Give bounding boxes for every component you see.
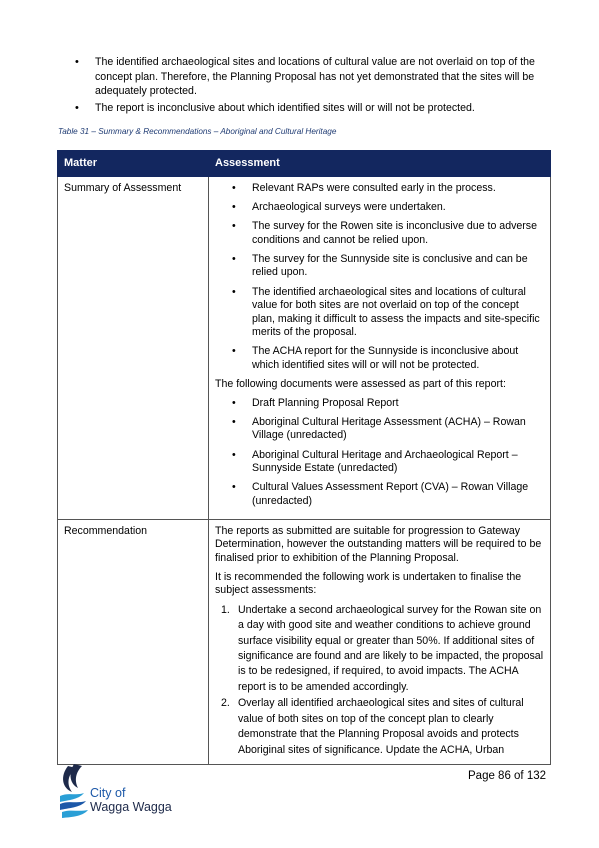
item-number: 2. xyxy=(221,697,230,710)
city-logo-text xyxy=(90,786,172,814)
item-text: Undertake a second archaeological survey for the Rowan site on a day with good site and weather conditions to achieve ground surface visibility equal or greater than 50%. If additional sites of significance are found and are likely to be impacted, the proposal is to be redesigned, if required, to avoid impacts. The ACHA report is to be amended accordingly. xyxy=(238,603,544,693)
item-number: 1. xyxy=(221,603,230,616)
documents-list xyxy=(215,397,544,509)
assessment-cell xyxy=(209,177,551,520)
recommendation-paragraph: The reports as submitted are suitable for progression to Gateway Determination, however the outstanding matters will be required to be finalised prior to exhibition of the Planning Proposal. xyxy=(215,524,542,565)
list-item: • The survey for the Rowen site is inconclusive due to adverse conditions and cannot be relied upon. xyxy=(215,220,544,247)
header-assessment: Assessment xyxy=(209,151,551,177)
list-item: • Relevant RAPs were consulted early in the process. xyxy=(215,182,544,196)
page-number: Page 86 of 132 xyxy=(468,770,547,782)
list-item: • The identified archaeological sites and locations of cultural value for both sites are not overlaid on top of the concept plan, making it difficult to assess the impacts and site-specific merits of the proposal. xyxy=(215,286,544,340)
intro-bullet: • The identified archaeological sites and locations of cultural value are not overlaid on top of the concept plan. Therefore, the Planning Proposal has not yet demonstrated that the sites will be adequately protected. xyxy=(58,55,548,99)
table-header-row xyxy=(58,151,551,177)
list-item: • Draft Planning Proposal Report xyxy=(215,397,544,411)
list-item: • The ACHA report for the Sunnyside is inconclusive about which identified sites will or will not be protected. xyxy=(215,345,544,372)
logo-line-2: Wagga Wagga xyxy=(90,800,172,814)
list-item: • Aboriginal Cultural Heritage Assessment (ACHA) – Rowan Village (unredacted) xyxy=(215,416,544,443)
list-item: • Aboriginal Cultural Heritage and Archaeological Report – Sunnyside Estate (unredacted) xyxy=(215,449,544,476)
matter-cell: Summary of Assessment xyxy=(58,177,209,520)
list-item: • The survey for the Sunnyside site is conclusive and can be relied upon. xyxy=(215,253,544,280)
summary-bullet-list xyxy=(215,182,544,373)
documents-intro: The following documents were assessed as part of this report: xyxy=(215,378,506,391)
table-row xyxy=(58,519,551,764)
intro-bullet: • The report is inconclusive about which identified sites will or will not be protected. xyxy=(58,101,548,116)
list-item: • Cultural Values Assessment Report (CVA) – Rowan Village (unredacted) xyxy=(215,481,544,508)
header-matter: Matter xyxy=(58,151,209,177)
intro-section xyxy=(58,55,548,117)
recommendation-list xyxy=(215,603,544,758)
matter-cell: Recommendation xyxy=(58,519,209,764)
assessment-cell xyxy=(209,519,551,764)
recommendation-paragraph: It is recommended the following work is undertaken to finalise the subject assessments: xyxy=(215,570,522,597)
summary-table xyxy=(57,150,551,765)
logo-line-1: City of xyxy=(90,786,126,800)
table-row xyxy=(58,177,551,520)
list-item: • Archaeological surveys were undertaken. xyxy=(215,201,544,215)
item-text: Overlay all identified archaeological sites and sites of cultural value of both sites on top of the concept plan to clearly demonstrate that the Planning Proposal avoids and protects Aboriginal sites of significance. Update the ACHA, Urban xyxy=(238,697,524,756)
table-caption: Table 31 – Summary & Recommendations – Aboriginal and Cultural Heritage xyxy=(58,127,337,136)
list-item xyxy=(215,696,544,758)
intro-bullet-list xyxy=(58,55,548,115)
list-item xyxy=(215,603,544,695)
